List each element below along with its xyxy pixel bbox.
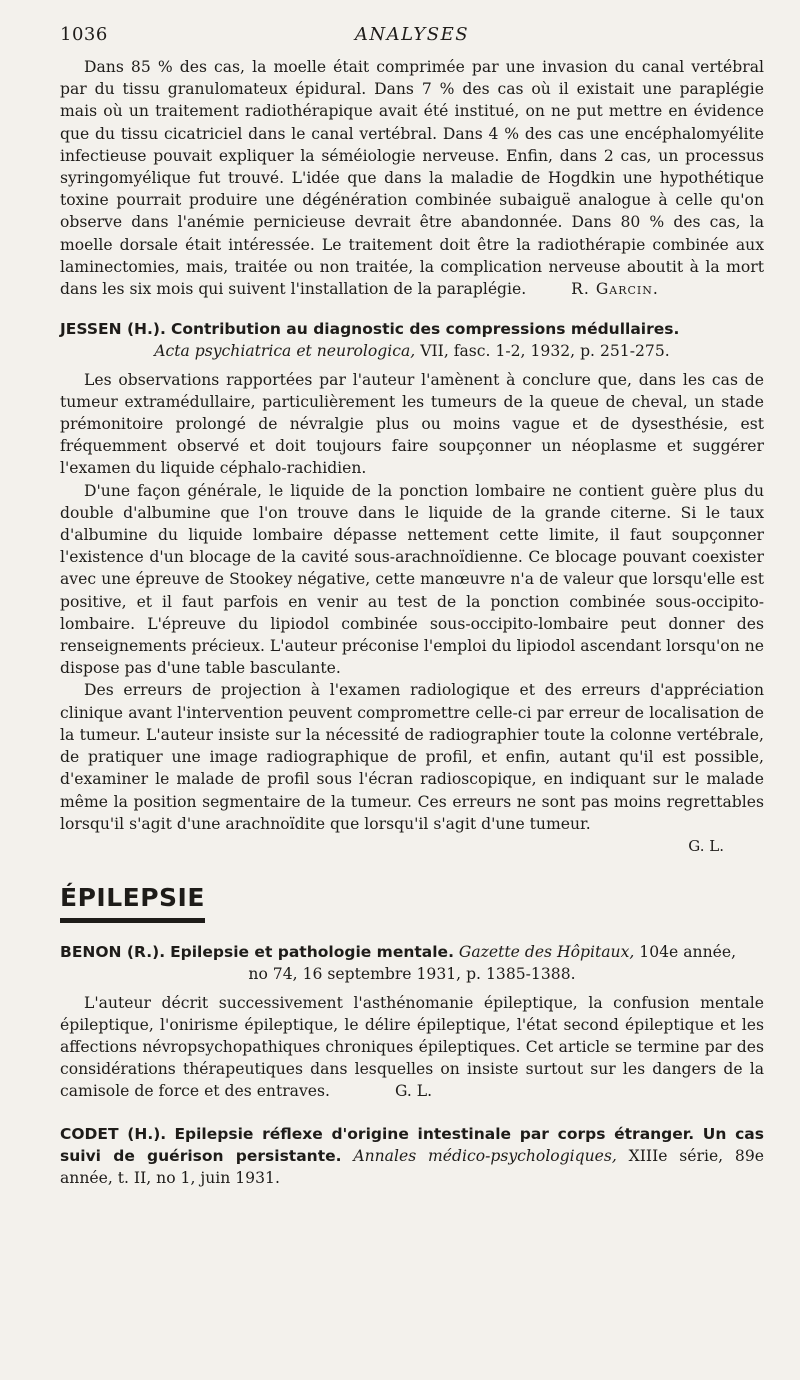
jessen-heading-line <box>60 318 764 340</box>
section-heading: ÉPILEPSIE <box>60 883 205 923</box>
jessen-journal: Acta psychiatrica et neurologica, <box>154 342 416 361</box>
benon-entry-heading <box>60 941 764 985</box>
intro-abstract <box>60 56 764 300</box>
section-heading-wrap <box>60 857 764 923</box>
intro-paragraph-text: Dans 85 % des cas, la moelle était comprimée par une invasion du canal vertébral par du tissu granulomateux épidural. Dans 7 % des cas où il existait une paraplégie mais où un traitement radiothérapique avait été institué, on ne put mettre en évidence que du tissu cicatriciel dans le canal vertébral. Dans 4 % des cas une encéphalomyélite infectieuse pouvait expliquer la séméiologie nerveuse. Enfin, dans 2 cas, un processus syringomyélique fut trouvé. L'idée que dans la maladie de Hogdkin une hypothétique toxine pourrait produire une dégénération combinée subaiguë analogue à celle qu'on observe dans l'anémie pernicieuse devrait être abandonnée. Dans 80 % des cas, la moelle dorsale était intéressée. Le traitement doit être la radiothérapie combinée aux laminectomies, mais, traitée ou non traitée, la complication nerveuse aboutit à la mort dans les six mois qui suivent l'installation de la paraplégie. <box>60 58 764 299</box>
codet-author: CODET (H.). <box>60 1124 167 1143</box>
benon-citation-1: 104e année, <box>639 943 737 962</box>
jessen-paragraph-2: D'une façon générale, le liquide de la ponction lombaire ne contient guère plus du double d'albumine que l'on trouve dans le liquide de la grande citerne. Si le taux d'albumine du liquide lombaire dépasse nettement cette limite, il faut soupçonner l'existence d'un blocage de la cavité sous-arachnoïdienne. Ce blocage pouvant coexister avec une épreuve de Stookey négative, cette manœuvre n'a de valeur que lorsqu'elle est positive, et il faut parfois en venir au test de la ponction combinée sous-occipito-lombaire. L'épreuve du lipiodol combinée sous-occipito-lombaire peut donner des renseignements précieux. L'auteur préconise l'emploi du lipiodol ascendant lorsqu'on ne dispose pas d'une table basculante. <box>60 481 764 678</box>
benon-paragraph <box>60 992 764 1103</box>
jessen-citation-line <box>60 340 764 362</box>
jessen-signature: G. L. <box>688 836 724 855</box>
benon-title: Epilepsie et pathologie mentale. <box>170 943 454 962</box>
codet-heading-line <box>60 1123 764 1190</box>
benon-signature: G. L. <box>394 1082 433 1101</box>
intro-signature: R. Garcin. <box>571 280 659 299</box>
jessen-entry-heading <box>60 318 764 362</box>
jessen-paragraph-1: Les observations rapportées par l'auteur l'amènent à conclure que, dans les cas de tumeur extramédullaire, particulièrement les tumeurs de la queue de cheval, un stade prémonitoire prolongé de névralgie plus ou moins vague et de dysesthésie, est fréquemment observé et doit toujours faire soupçonner un néoplasme et suggérer l'examen du liquide céphalo-rachidien. <box>60 370 764 478</box>
codet-title: Epilepsie réflexe d'origine intestinale par corps étranger. Un cas suivi de guérison persistante. <box>60 1124 764 1165</box>
running-header <box>60 22 764 56</box>
codet-entry-heading <box>60 1123 764 1190</box>
benon-heading-line <box>60 941 764 963</box>
jessen-author: JESSEN (H.). <box>60 320 166 339</box>
jessen-citation: VII, fasc. 1-2, 1932, p. 251-275. <box>420 342 670 361</box>
benon-citation-2: no 74, 16 septembre 1931, p. 1385-1388. <box>248 965 576 984</box>
codet-citation: XIIIe série, 89e année, t. II, no 1, juin 1931. <box>60 1146 764 1187</box>
benon-author: BENON (R.). <box>60 943 166 962</box>
jessen-paragraph-3: Des erreurs de projection à l'examen radiologique et des erreurs d'appréciation clinique avant l'intervention peuvent compromettre celle-ci par erreur de localisation de la tumeur. L'auteur insiste sur la nécessité de radiographier toute la colonne vertébrale, de pratiquer une image radiographique de profil, et enfin, autant qu'il est possible, d'examiner le malade de profil sous l'écran radioscopique, en indiquant sur le malade même la position segmentaire de la tumeur. Ces erreurs ne sont pas moins regrettables lorsqu'il s'agit d'une arachnoïdite que lorsqu'il s'agit d'une tumeur. <box>60 681 764 833</box>
benon-citation-line <box>60 963 764 985</box>
intro-paragraph <box>60 56 764 300</box>
codet-journal: Annales médico-psychologiques, <box>353 1146 617 1165</box>
page-number: 1036 <box>60 24 108 45</box>
running-title: ANALYSES <box>354 24 470 45</box>
benon-journal: Gazette des Hôpitaux, <box>458 943 635 962</box>
benon-paragraph-text: L'auteur décrit successivement l'asthénomanie épileptique, la confusion mentale épileptique, l'onirisme épileptique, le délire épileptique, l'état second épileptique et les affections névropsychopathiques chroniques épileptiques. Cet article se termine par des considérations thérapeutiques dans lesquelles on insiste surtout sur les dangers de la camisole de force et des entraves. <box>60 993 764 1101</box>
jessen-title: Contribution au diagnostic des compressions médullaires. <box>170 320 680 339</box>
